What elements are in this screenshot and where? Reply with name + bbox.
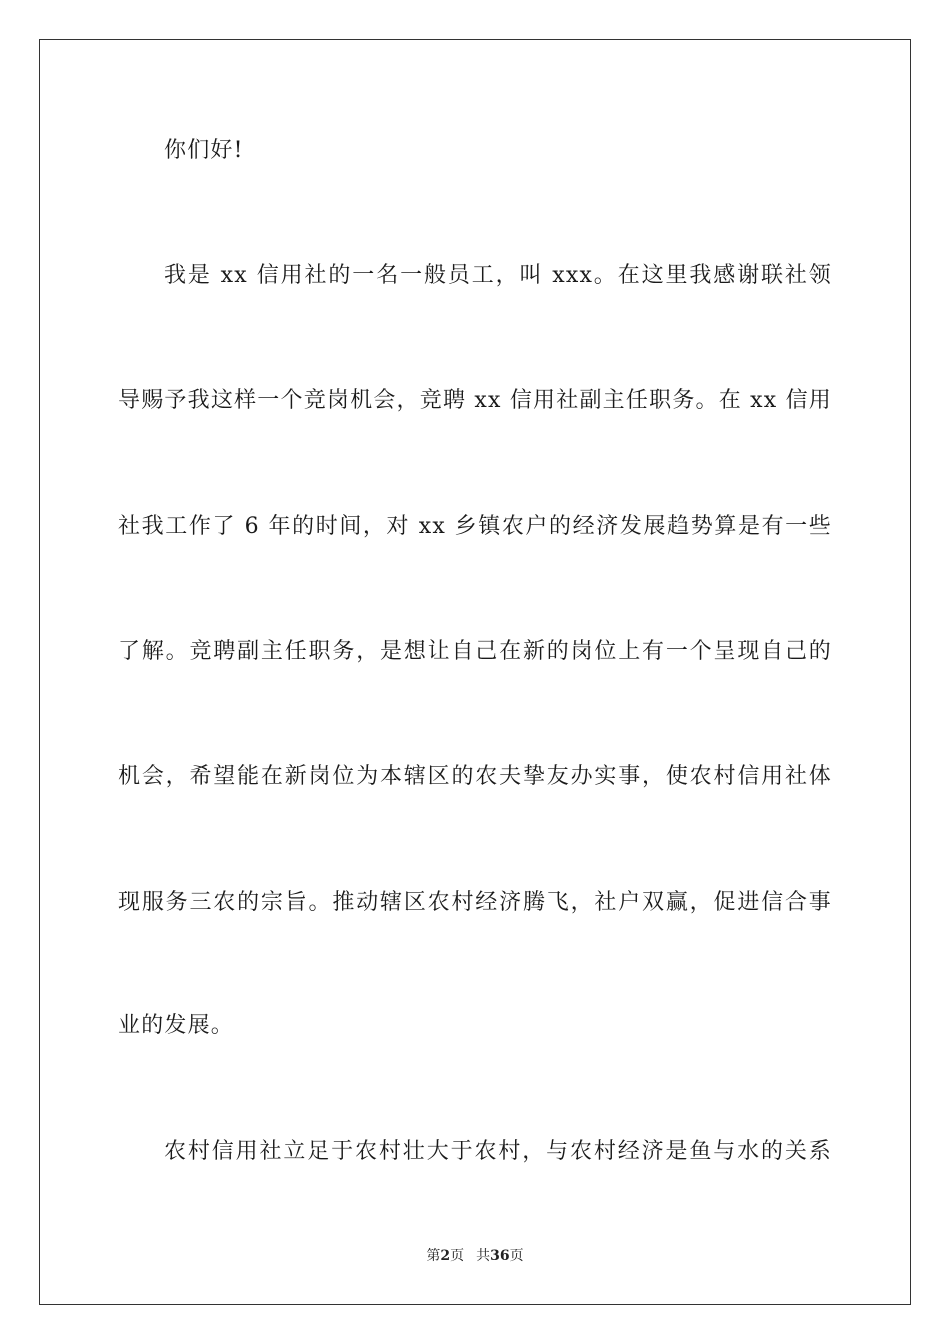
paragraph-1-line-5: 机会，希望能在新岗位为本辖区的农夫挚友办实事，使农村信用社体 (118, 764, 832, 789)
paragraph-1-line-7: 业的发展。 (118, 1013, 235, 1038)
paragraph-1-line-1: 我是 xx 信用社的一名一般员工，叫 xxx。在这里我感谢联社领 (164, 263, 832, 288)
paragraph-2-line-1: 农村信用社立足于农村壮大于农村，与农村经济是鱼与水的关系 (164, 1139, 832, 1164)
footer-page-number: 2 (440, 1248, 451, 1264)
paragraph-1-line-3: 社我工作了 6 年的时间，对 xx 乡镇农户的经济发展趋势算是有一些 (118, 514, 832, 539)
page-footer (0, 1246, 950, 1266)
footer-total-prefix: 共 (476, 1248, 491, 1264)
paragraph-1-line-6: 现服务三农的宗旨。推动辖区农村经济腾飞，社户双赢，促进信合事 (118, 890, 832, 915)
paragraph-1-line-2: 导赐予我这样一个竞岗机会，竞聘 xx 信用社副主任职务。在 xx 信用 (118, 388, 832, 413)
footer-page-suffix: 页 (450, 1248, 465, 1264)
footer-total-suffix: 页 (509, 1248, 524, 1264)
greeting: 你们好! (164, 138, 244, 163)
footer-total-pages: 36 (490, 1248, 510, 1264)
page-border (39, 39, 911, 1305)
footer-page-prefix: 第 (426, 1248, 441, 1264)
paragraph-1-line-4: 了解。竞聘副主任职务，是想让自己在新的岗位上有一个呈现自己的 (118, 639, 832, 664)
